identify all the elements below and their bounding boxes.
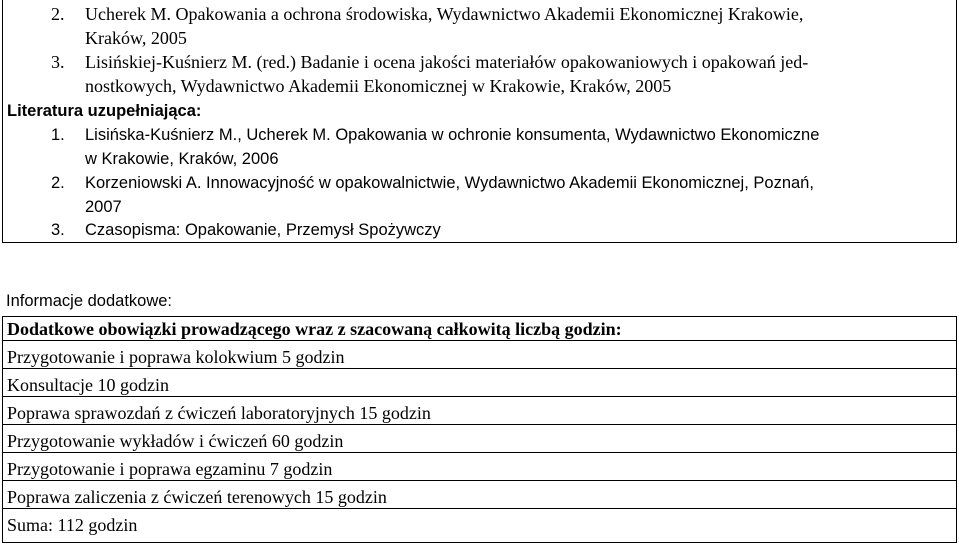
lit-main-3-line2: nostkowych, Wydawnictwo Akademii Ekonomicznej w Krakowie, Kraków, 2005	[85, 76, 672, 96]
duties-total: Suma: 112 godzin	[7, 515, 138, 535]
lit-extra-3-line1: Czasopisma: Opakowanie, Przemysł Spożywczy	[85, 221, 441, 239]
lit-extra-2-line2: 2007	[85, 198, 122, 216]
lit-extra-2-line1: Korzeniowski A. Innowacyjność w opakowalnictwie, Wydawnictwo Akademii Ekonomicznej, Poznań,	[85, 174, 814, 192]
lit-extra-3-num: 3.	[51, 221, 65, 239]
duties-heading: Dodatkowe obowiązki prowadzącego wraz z szacowaną całkowitą liczbą godzin:	[3, 317, 956, 341]
lit-main-3-line1: Lisińskiej-Kuśnierz M. (red.) Badanie i ocena jakości materiałów opakowaniowych i opakowań jed-	[85, 52, 809, 72]
lit-main-3-num: 3.	[51, 52, 65, 72]
duty-row: Przygotowanie i poprawa egzaminu 7 godzin	[3, 457, 956, 481]
lit-main-2-num: 2.	[51, 4, 65, 24]
lit-extra-1-num: 1.	[51, 126, 65, 144]
duty-row: Przygotowanie i poprawa kolokwium 5 godzin	[3, 345, 956, 369]
info-heading: Informacje dodatkowe:	[6, 292, 173, 310]
duty-row: Przygotowanie wykładów i ćwiczeń 60 godzin	[3, 429, 956, 453]
duty-row: Konsultacje 10 godzin	[3, 373, 956, 397]
duty-row: Poprawa zaliczenia z ćwiczeń terenowych 15 godzin	[3, 485, 956, 509]
lit-extra-1-line1: Lisińska-Kuśnierz M., Ucherek M. Opakowania w ochronie konsumenta, Wydawnictwo Ekonomiczne	[85, 126, 820, 144]
literature-section	[2, 0, 957, 243]
lit-extra-1-line2: w Krakowie, Kraków, 2006	[85, 150, 279, 168]
duty-row: Poprawa sprawozdań z ćwiczeń laboratoryjnych 15 godzin	[3, 401, 956, 425]
lit-main-2-line2: Kraków, 2005	[85, 28, 187, 48]
lit-extra-2-num: 2.	[51, 174, 65, 192]
lit-extra-heading: Literatura uzupełniająca:	[7, 102, 202, 120]
lit-main-2-line1: Ucherek M. Opakowania a ochrona środowiska, Wydawnictwo Akademii Ekonomicznej Krakowie,	[85, 4, 804, 24]
duties-table	[2, 316, 957, 543]
